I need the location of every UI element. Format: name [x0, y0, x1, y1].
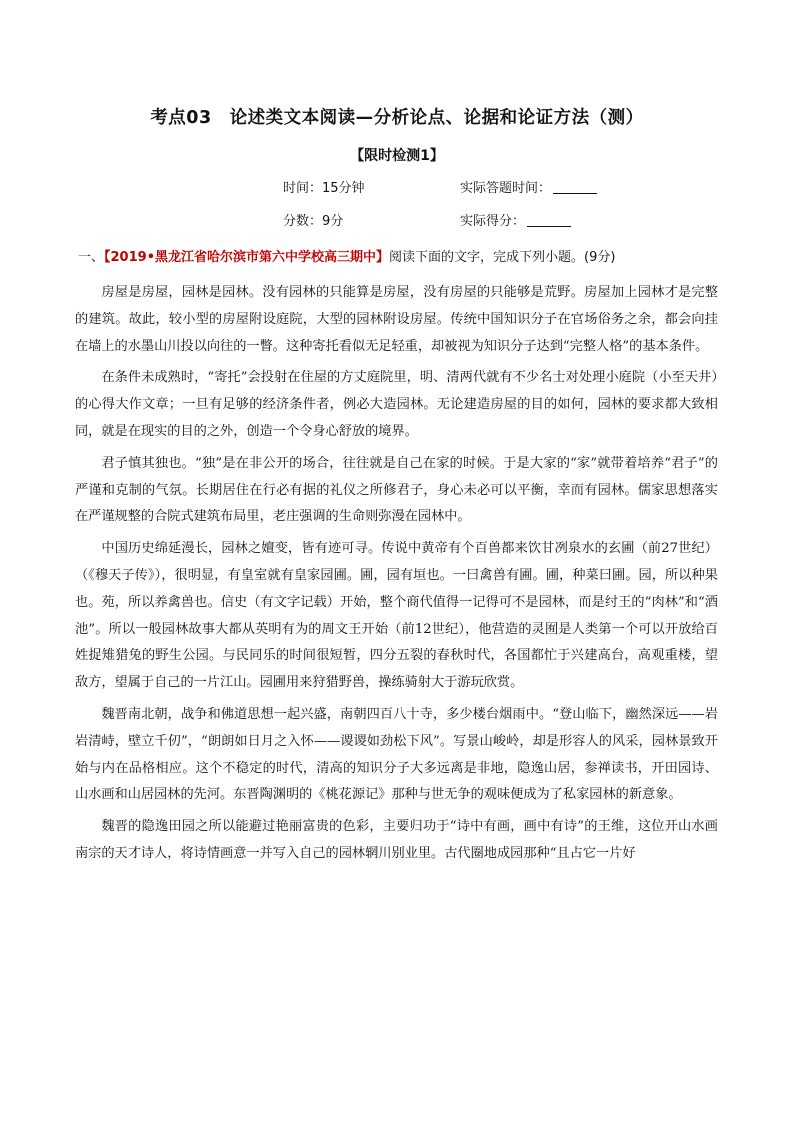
passage-paragraph: 房屋是房屋，园林是园林。没有园林的只能算是房屋，没有房屋的只能够是荒野。房屋加上园林才是完整的建筑。故此，较小型的房屋附设庭院，大型的园林附设房屋。传统中国知识分子在官场俗务之余，都会向挂在墙上的水墨山川投以向往的一瞥。这种寄托看似无足轻重，却被视为知识分子达到“完整人格”的基本条件。: [75, 285, 718, 354]
score-total: 分数：9分: [283, 214, 344, 229]
question-header: [78, 246, 738, 265]
passage-paragraph: 魏晋南北朝，战争和佛道思想一起兴盛，南朝四百八十寺，多少楼台烟雨中。“登山临下，幽然深远——岩岩清峙，壁立千仞”，“朗朗如日月之入怀——谡谡如劲松下风”。写景山峻岭，却是形容人的风采，园林景致开始与内在品格相应。这个不稳定的时代，清高的知识分子大多远离是非地，隐逸山居，参禅读书，开田园诗、山水画和山居园林的先河。东晋陶渊明的《桃花源记》那种与世无争的观味便成为了私家园林的新意象。: [75, 706, 718, 803]
actual-time-label: 实际答题时间：: [460, 181, 552, 196]
time-limit: 时间：15分钟: [283, 181, 365, 196]
actual-score-blank: [527, 226, 571, 227]
question-number: 一、: [78, 250, 105, 265]
actual-time-field: [460, 177, 597, 196]
passage-paragraph: 中国历史绵延漫长，园林之嬗变，皆有迹可寻。传说中黄帝有个百兽都来饮甘冽泉水的玄圃（前27世纪）（《穆天子传》），很明显，有皇室就有皇家园圃。圃，园有垣也。一曰禽兽有圃。圃，种菜曰圃。园，所以种果也。苑，所以养禽兽也。信史（有文字记载）开始，整个商代值得一记得可不是园林，而是纣王的“肉林”和“酒池”。所以一般园林故事大都从英明有为的周文王开始（前12世纪），他营造的灵囿是人类第一个可以开放给百姓捉雉猎兔的野生公园。与民同乐的时间很短暂，四分五裂的春秋时代，各国都忙于兴建高台，高观重楼，望敌方，望属于自己的一片江山。园圃用来狩猎野兽，操练骑射大于游玩欣赏。: [75, 541, 718, 691]
actual-time-blank: [553, 193, 597, 194]
actual-score-field: [460, 210, 571, 229]
actual-score-label: 实际得分：: [460, 214, 526, 229]
question-source: 【2019•黑龙江省哈尔滨市第六中学校高三期中】: [104, 250, 390, 265]
passage-paragraph: 魏晋的隐逸田园之所以能避过艳丽富贵的色彩，主要归功于“诗中有画，画中有诗”的王维，这位开山水画南宗的天才诗人，将诗情画意一并写入自己的园林辋川别业里。古代圈地成园那种“且占它一片好: [75, 819, 718, 861]
passage-paragraph: 在条件未成熟时，“寄托”会投射在住屋的方丈庭院里，明、清两代就有不少名士对处理小庭院（小至天井）的心得大作文章；一旦有足够的经济条件者，例必大造园林。无论建造房屋的目的如何，园林的要求都大致相同，就是在现实的目的之外，创造一个令身心舒放的境界。: [75, 370, 718, 439]
page-subtitle: 【限时检测1】: [350, 148, 444, 164]
question-instruction: 阅读下面的文字，完成下列小题。(9分): [389, 250, 616, 265]
passage-paragraph: 君子慎其独也。“独”是在非公开的场合，往往就是自己在家的时候。于是大家的“家”就带着培养“君子”的严谨和克制的气氛。长期居住在行必有据的礼仪之所修君子，身心未必可以平衡，幸而有园林。儒家思想落实在严谨规整的合院式建筑布局里，老庄强调的生命则弥漫在园林中。: [75, 455, 718, 525]
page-title: 考点03 论述类文本阅读—分析论点、论据和论证方法（测）: [150, 108, 644, 128]
reading-passage: [75, 280, 718, 873]
